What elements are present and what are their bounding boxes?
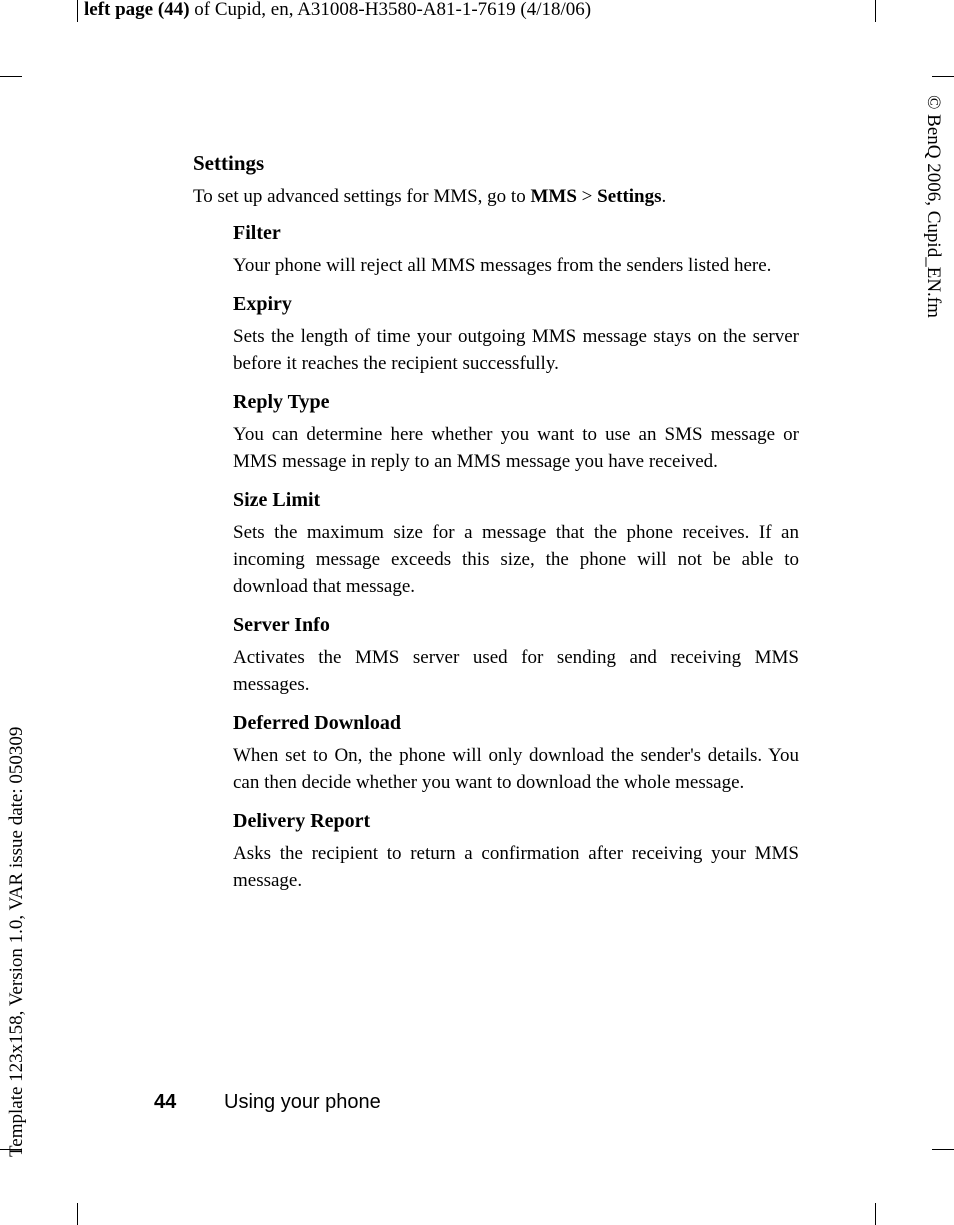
chapter-title: Using your phone (224, 1091, 381, 1113)
intro-separator: > (576, 186, 598, 207)
setting-description: Activates the MMS server used for sending and receiving MMS messages. (233, 647, 799, 695)
settings-list (233, 220, 799, 894)
page-number: 44 (154, 1091, 177, 1113)
crop-mark (77, 1203, 78, 1225)
setting-description: Sets the length of time your outgoing MMS message stays on the server before it reaches the recipient successfully. (233, 326, 799, 374)
main-content (193, 150, 799, 906)
template-side-text: Template 123x158, Version 1.0, VAR issue date: 050309 (6, 726, 27, 1157)
setting-description: Asks the recipient to return a confirmation after receiving your MMS message. (233, 843, 799, 891)
setting-item-reply-type (233, 389, 799, 475)
crop-mark (0, 76, 22, 77)
intro-settings: Settings (597, 186, 662, 207)
copyright-side-text: © BenQ 2006, Cupid_EN.fm (923, 95, 944, 318)
setting-item-expiry (233, 291, 799, 377)
setting-title: Reply Type (233, 391, 330, 413)
setting-item-delivery-report (233, 808, 799, 894)
crop-mark (932, 76, 954, 77)
intro-suffix: . (661, 186, 667, 207)
setting-item-server-info (233, 612, 799, 698)
crop-mark (77, 0, 78, 22)
intro-text: To set up advanced settings for MMS, go to (193, 186, 531, 207)
setting-item-deferred-download (233, 710, 799, 796)
setting-item-filter (233, 220, 799, 279)
section-title: Settings (193, 151, 265, 175)
setting-title: Filter (233, 222, 281, 244)
setting-title: Deferred Download (233, 712, 401, 734)
setting-description: Your phone will reject all MMS messages from the senders listed here. (233, 255, 772, 276)
page-footer (154, 1091, 381, 1114)
setting-title: Delivery Report (233, 810, 371, 832)
setting-description: Sets the maximum size for a message that the phone receives. If an incoming message exceeds this size, the phone will not be able to download that message. (233, 522, 799, 597)
header-doc-info: of Cupid, en, A31008-H3580-A81-1-7619 (4/18/06) (189, 0, 592, 20)
crop-mark (932, 1149, 954, 1150)
crop-mark (875, 1203, 876, 1225)
setting-title: Size Limit (233, 489, 321, 511)
page-header (84, 0, 954, 22)
setting-item-size-limit (233, 487, 799, 600)
setting-title: Expiry (233, 293, 292, 315)
intro-paragraph (193, 184, 799, 210)
setting-description: You can determine here whether you want to use an SMS message or MMS message in reply to an MMS message you have received. (233, 424, 799, 472)
setting-description: When set to On, the phone will only download the sender's details. You can then decide whether you want to download the whole message. (233, 745, 799, 793)
intro-mms: MMS (530, 186, 577, 207)
setting-title: Server Info (233, 614, 330, 636)
header-page-label: left page (44) (84, 0, 190, 20)
